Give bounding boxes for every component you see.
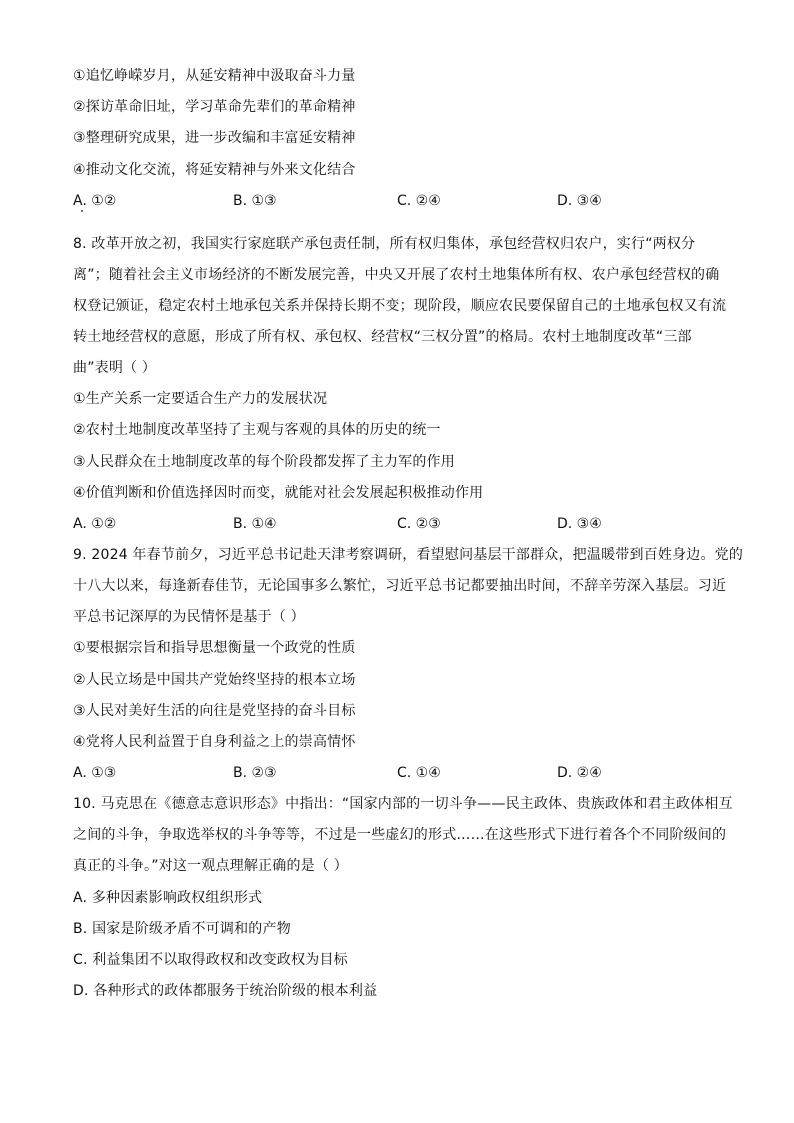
q8-option-d: D. ③④ [557,516,602,532]
q9-option-b: B. ②③ [233,765,277,781]
q7-option-d: D. ③④ [557,193,602,209]
q10-option-c: C. 利益集团不以取得政权和改变政权为目标 [73,952,348,968]
q7-option-a: A. ①② [73,193,117,209]
q10-option-a: A. 多种因素影响政权组织形式 [73,890,263,906]
q8-option-b: B. ①④ [233,516,277,532]
q10-stem-line-3: 真正的斗争。”对这一观点理解正确的是（ ） [73,858,348,874]
q10-option-b: B. 国家是阶级矛盾不可调和的产物 [73,921,291,937]
q9-item-4: ④党将人民利益置于自身利益之上的崇高情怀 [73,734,356,750]
q7-item-4: ④推动文化交流，将延安精神与外来文化结合 [73,162,356,178]
q9-options [73,763,733,783]
q9-stem-line-3: 平总书记深厚的为民情怀是基于（ ） [73,609,305,625]
q8-stem-line-5: 曲”表明（ ） [73,360,157,376]
q10-stem-line-1: 10. 马克思在《德意志意识形态》中指出：“国家内部的一切斗争——民主政体、贵族政体和君主政体相互 [73,796,733,812]
q8-item-3: ③人民群众在土地制度改革的每个阶段都发挥了主力军的作用 [73,454,455,470]
q9-option-a: A. ①③ [73,765,117,781]
q8-item-4: ④价值判断和价值选择因时而变，就能对社会发展起积极推动作用 [73,485,484,501]
q9-stem-line-1: 9. 2024 年春节前夕，习近平总书记赴天津考察调研，看望慰问基层干部群众，把温暖带到百姓身边。党的 [73,547,744,563]
q8-options [73,514,733,534]
q9-option-d: D. ②④ [557,765,602,781]
q10-stem-line-2: 之间的斗争，争取选举权的斗争等等，不过是一些虚幻的形式……在这些形式下进行着各个不同阶级间的 [73,827,727,843]
q7-item-1: ①追忆峥嵘岁月，从延安精神中汲取奋斗力量 [73,68,356,84]
q9-item-3: ③人民对美好生活的向往是党坚持的奋斗目标 [73,703,356,719]
q8-stem-line-3: 权登记颁证，稳定农村土地承包关系并保持长期不变；现阶段，顺应农民要保留自己的土地承包权又有流 [73,298,727,314]
q8-stem-line-4: 转土地经营权的意愿，形成了所有权、承包权、经营权“三权分置”的格局。农村土地制度改革“三部 [73,329,692,345]
q8-item-1: ①生产关系一定要适合生产力的发展状况 [73,391,328,407]
q9-item-1: ①要根据宗旨和指导思想衡量一个政党的性质 [73,640,356,656]
q7-options [73,191,733,211]
q7-item-3: ③整理研究成果，进一步改编和丰富延安精神 [73,130,356,146]
q8-stem-line-1: 8. 改革开放之初，我国实行家庭联产承包责任制，所有权归集体，承包经营权归农户，实行“两权分 [73,236,696,252]
q10-option-d: D. 各种形式的政体都服务于统治阶级的根本利益 [73,983,378,999]
q9-stem-line-2: 十八大以来，每逢新春佳节，无论国事多么繁忙，习近平总书记都要抽出时间，不辞辛劳深入基层。习近 [73,578,727,594]
q7-item-2: ②探访革命旧址，学习革命先辈们的革命精神 [73,99,356,115]
q8-option-c: C. ②③ [397,516,441,532]
q7-option-c: C. ②④ [397,193,441,209]
q9-option-c: C. ①④ [397,765,441,781]
q7-option-b: B. ①③ [233,193,277,209]
q8-option-a: A. ①② [73,516,117,532]
q8-item-2: ②农村土地制度改革坚持了主观与客观的具体的历史的统一 [73,422,441,438]
stray-dot-mark [81,210,83,212]
q8-stem-line-2: 离”；随着社会主义市场经济的不断发展完善，中央又开展了农村土地集体所有权、农户承包经营权的确 [73,267,720,283]
q9-item-2: ②人民立场是中国共产党始终坚持的根本立场 [73,672,356,688]
